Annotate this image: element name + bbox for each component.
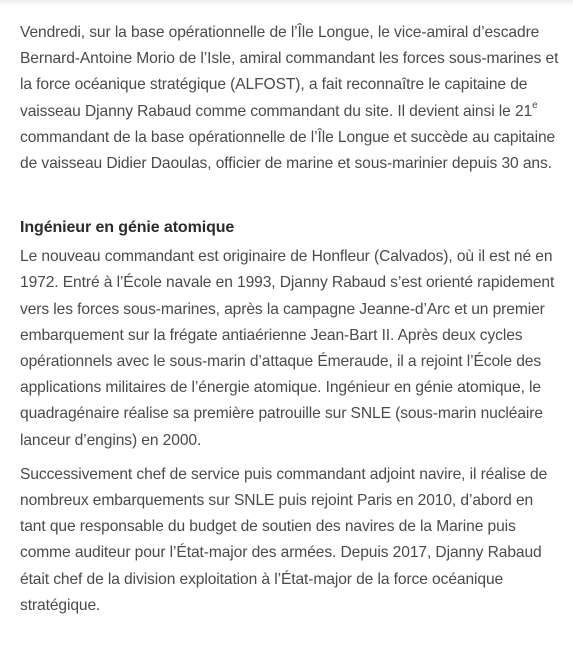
ordinal-superscript: e [532,100,538,112]
intro-text-part-2: commandant de la base opérationnelle de l’Île Longue et succède au capitaine de vaisseau Didier Daoulas, officier de marine et sous-marinier depuis 30 ans. [20,128,556,173]
later-career-paragraph: Successivement chef de service puis commandant adjoint navire, il réalise de nombreux embarquements sur SNLE puis rejoint Paris en 2010, d’abord en tant que responsable du budget de soutien des navires de la Marine puis comme auditeur pour l’État-major des armées. Depuis 2017, Djanny Rabaud était chef de la division exploitation à l’État-major de la force océanique stratégique. [20,465,548,614]
top-edge-shadow [0,0,573,6]
article-body [20,20,560,619]
intro-paragraph [20,20,560,177]
intro-text-part-1: Vendredi, sur la base opérationnelle de l’Île Longue, le vice-amiral d’escadre Bernard-Antoine Morio de l’Isle, amiral commandant les forces sous-marines et la force océanique stratégique (ALFOST), a fait reconnaître le capitaine de vaisseau Djanny Rabaud comme commandant du site. Il devient ainsi le 21 [20,24,559,120]
section-heading: Ingénieur en génie atomique [20,219,235,237]
career-paragraph: Le nouveau commandant est originaire de Honfleur (Calvados), où il est né en 1972. Entré à l’École navale en 1993, Djanny Rabaud s’est orienté rapidement vers les forces sous-marines, après la campagne Jeanne-d’Arc et un premier embarquement sur la frégate antiaérienne Jean-Bart II. Après deux cycles opérationnels avec le sous-marin d’attaque Émeraude, il a rejoint l’École des applications militaires de l’énergie atomique. Ingénieur en génie atomique, le quadragénaire réalise sa première patrouille sur SNLE (sous-marin nucléaire lanceur d’engins) en 2000. [20,248,555,449]
